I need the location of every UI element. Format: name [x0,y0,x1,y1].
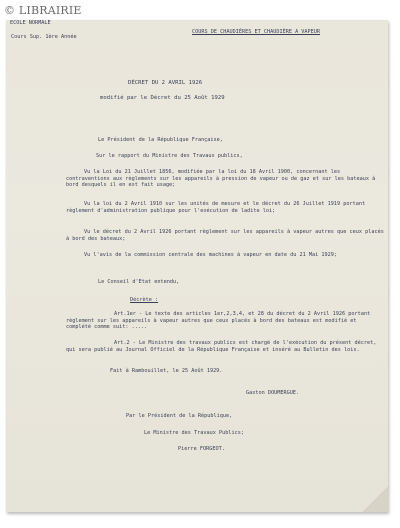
par-le-president-line: Par le Président de la République, [126,413,233,419]
header-course-level: Cours Sup. 1ère Année [11,34,77,40]
article-2: Art.2 - Le Ministre des travaux publics est chargé de l'exécution du présent décret, qui sera publié au Journal Officiel de la République Française et inséré au Bulletin des lois. [66,340,380,353]
signature-ministre: Pierre FORGEOT. [178,446,225,452]
paragraph-vu-avis: Vu l'avis de la commission centrale des machines à vapeur en date du 21 Mai 1929; [84,252,337,258]
decree-title: DÉCRET DU 2 AVRIL 1926 [128,80,203,86]
rapport-line: Sur le rapport du Ministre des Travaux publics, [96,153,243,159]
watermark-text: © LIBRAIRIE [4,4,82,17]
signature-president: Gaston DOUMERGUE. [246,390,300,396]
fait-line: Fait à Rambouillet, le 25 Août 1929. [110,368,223,374]
paragraph-vu-loi-1856: Vu la Loi du 21 Juillet 1856, modifiée par la loi du 18 Avril 1900, concernant les contraventions aux règlements sur les appareils à pression de vapeur ou de gaz et sur les bateaux à bord desquels il en est fait usage; [66,169,379,189]
ministre-line: Le Ministre des Travaux Publics; [144,430,244,436]
decrete-line: Décrète : [130,297,159,303]
president-line: Le Président de la République Française, [98,137,223,143]
paragraph-vu-loi-1910: Vu la loi du 2 Avril 1910 sur les unités de mesure et le décret du 26 Juillet 1919 portant règlement d'administration publique pour l'exécution de ladite loi; [66,201,369,214]
paragraph-vu-decret-1926: Vu le décret du 2 Avril 1926 portant règlement sur les appareils à vapeur autres que ceux placés à bord des bateaux; [66,229,387,242]
conseil-line: Le Conseil d'Etat entendu, [98,279,180,285]
document-page [6,20,388,512]
decree-modified: modifié par le Décret du 25 Août 1929 [100,95,225,101]
article-1: Art.1er - Le texte des articles 1er,2,3,4, et 28 du décret du 2 Avril 1926 portant règlement sur les appareils à vapeur autres que ceux placés à bord des bateaux est modifié et complété comme suit: ..... [66,311,374,331]
header-course-title: COURS DE CHAUDIÈRES ET CHAUDIÈRE A VAPEUR [192,29,321,35]
header-school: ECOLE NORMALE [10,20,51,26]
